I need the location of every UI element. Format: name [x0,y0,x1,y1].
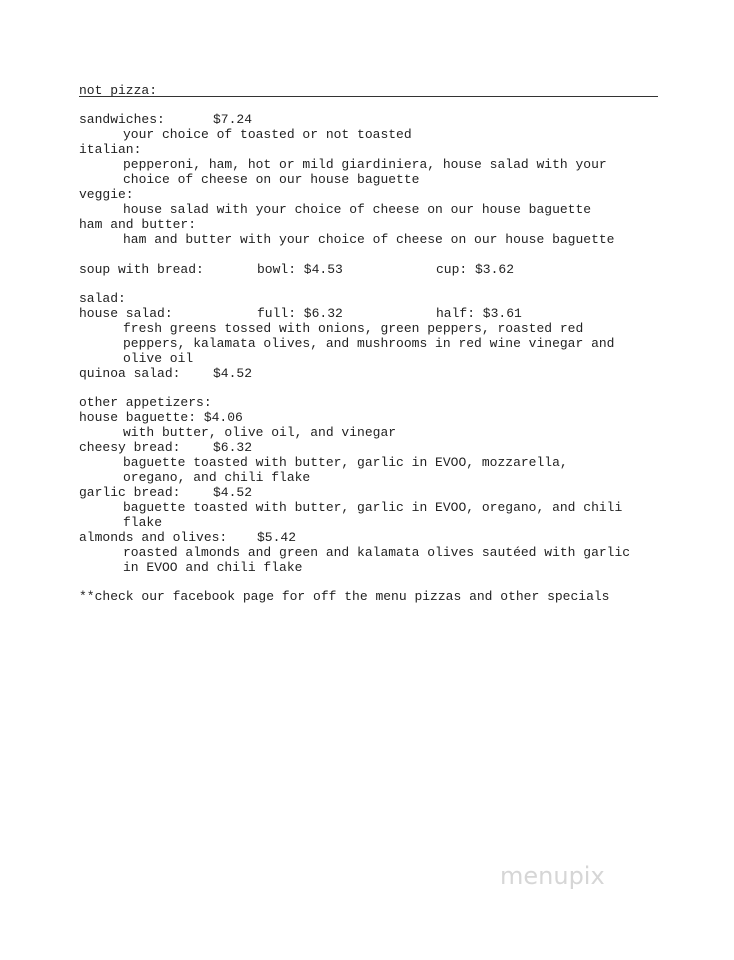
house-baguette-desc: with butter, olive oil, and vinegar [123,425,397,440]
italian-label: italian: [79,142,142,157]
house-salad-label: house salad: [79,306,173,321]
soup-cup-price: cup: $3.62 [436,262,515,277]
cheesy-bread-label: cheesy bread: [79,440,181,455]
cheesy-bread-price: $6.32 [213,440,253,455]
garlic-bread-desc-1: baguette toasted with butter, garlic in EVOO, oregano, and chili [123,500,623,515]
italian-desc-2: choice of cheese on our house baguette [123,172,420,187]
soup-bowl-price: bowl: $4.53 [257,262,343,277]
garlic-bread-label: garlic bread: [79,485,181,500]
sandwiches-label: sandwiches: [79,112,165,127]
quinoa-salad-price: $4.52 [213,366,253,381]
garlic-bread-desc-2: flake [123,515,163,530]
veggie-label: veggie: [79,187,134,202]
quinoa-salad-label: quinoa salad: [79,366,181,381]
house-salad-desc-2: peppers, kalamata olives, and mushrooms in red wine vinegar and [123,336,615,351]
sandwiches-desc: your choice of toasted or not toasted [123,127,412,142]
garlic-bread-price: $4.52 [213,485,253,500]
appetizers-heading: other appetizers: [79,395,212,410]
house-salad-half-price: half: $3.61 [436,306,522,321]
cheesy-bread-desc-1: baguette toasted with butter, garlic in EVOO, mozzarella, [123,455,568,470]
italian-desc-1: pepperoni, ham, hot or mild giardiniera, house salad with your [123,157,607,172]
ham-butter-desc: ham and butter with your choice of cheese on our house baguette [123,232,615,247]
soup-label: soup with bread: [79,262,204,277]
almonds-olives-desc-2: in EVOO and chili flake [123,560,303,575]
almonds-olives-desc-1: roasted almonds and green and kalamata olives sautéed with garlic [123,545,631,560]
almonds-olives-label: almonds and olives: [79,530,228,545]
house-salad-desc-1: fresh greens tossed with onions, green peppers, roasted red [123,321,584,336]
salad-heading: salad: [79,291,126,306]
menupix-watermark: menupix [500,862,605,890]
house-baguette-label: house baguette: $4.06 [79,410,243,425]
heading-rule [79,96,658,97]
almonds-olives-price: $5.42 [257,530,297,545]
ham-butter-label: ham and butter: [79,217,197,232]
veggie-desc: house salad with your choice of cheese on our house baguette [123,202,592,217]
facebook-note: **check our facebook page for off the menu pizzas and other specials [79,589,610,604]
cheesy-bread-desc-2: oregano, and chili flake [123,470,311,485]
page-heading: not pizza: [79,83,158,98]
house-salad-desc-3: olive oil [123,351,194,366]
sandwiches-price: $7.24 [213,112,253,127]
house-salad-full-price: full: $6.32 [257,306,343,321]
